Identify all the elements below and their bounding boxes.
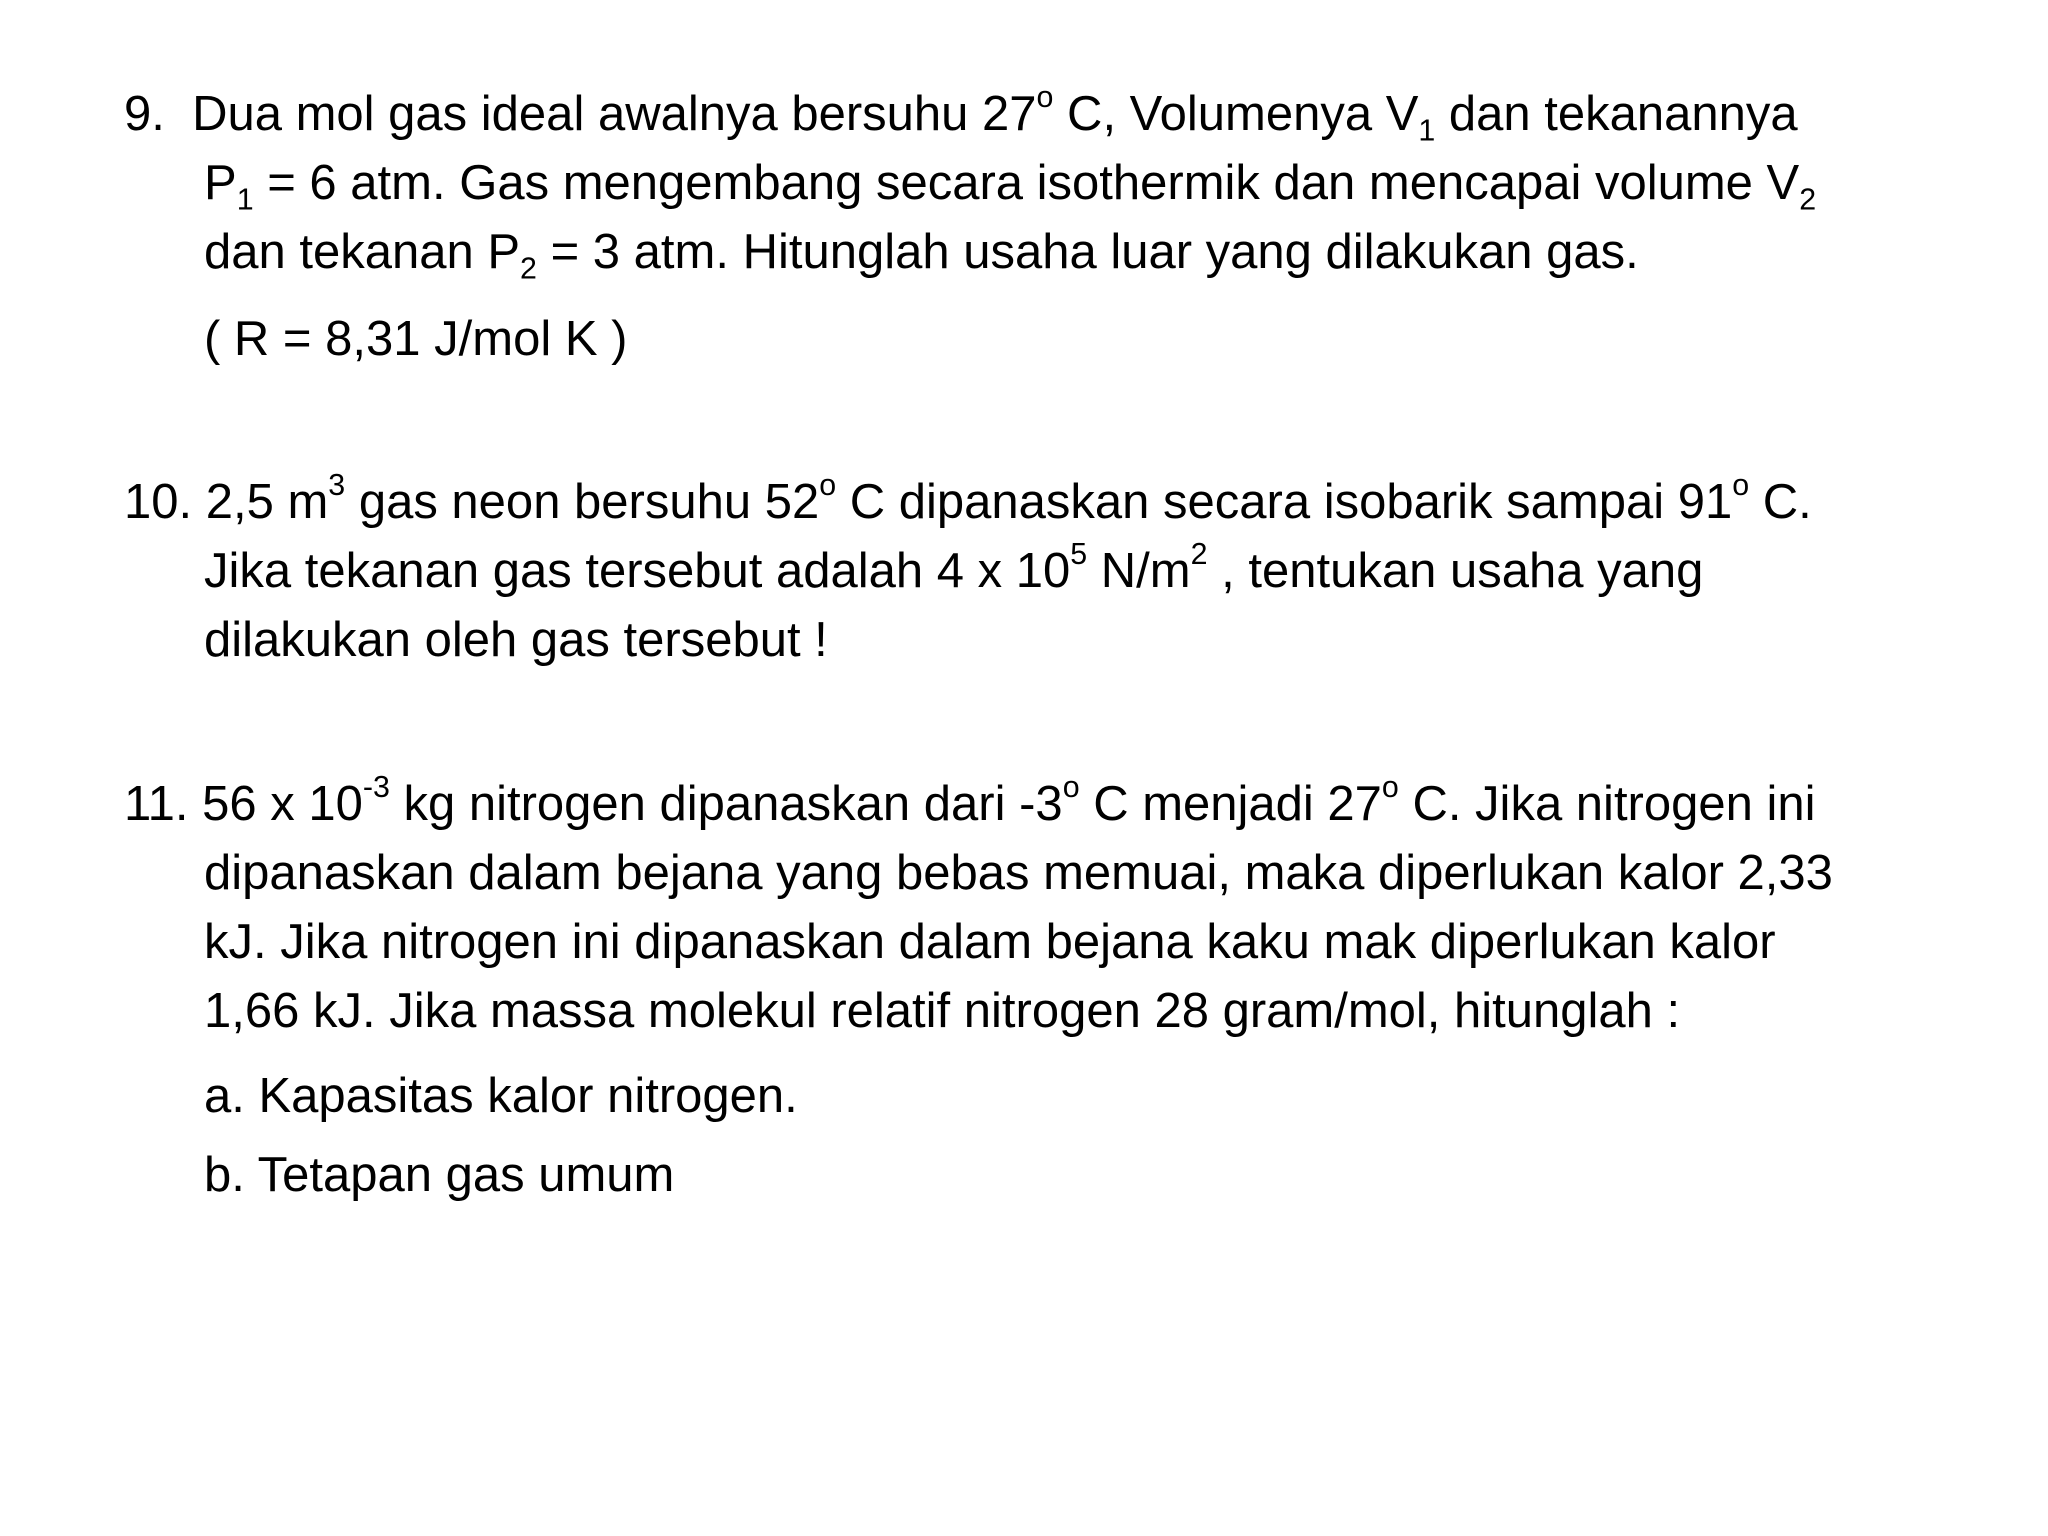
problem-11 bbox=[124, 770, 1954, 1210]
problem-11-line-4: 1,66 kJ. Jika massa molekul relatif nitrogen 28 gram/mol, hitunglah : bbox=[204, 984, 1681, 1038]
problem-9-line-1: 9. Dua mol gas ideal awalnya bersuhu 27$^o$ C, Volumenya $V_1$ dan tekanannya bbox=[124, 80, 1798, 148]
problem-10 bbox=[124, 468, 1954, 675]
problem-11-line-1: 11. 56 x $10^{-3}$ kg nitrogen dipanaskan dari -3$^o$ C menjadi 27$^o$ C. Jika nitrogen ini bbox=[124, 770, 1954, 839]
problem-10-line-1: 10. 2,5 $m^3$ gas neon bersuhu 52$^o$ C dipanaskan secara isobarik sampai 91$^o$ C. bbox=[124, 468, 1954, 537]
problem-11-line-3: kJ. Jika nitrogen ini dipanaskan dalam bejana kaku mak diperlukan kalor bbox=[204, 915, 1776, 969]
problem-number: 10. bbox=[124, 475, 193, 529]
problem-10-line-2: Jika tekanan gas tersebut adalah 4 x $10^5$ $N/m^2$ , tentukan usaha yang bbox=[204, 537, 1704, 598]
problem-9 bbox=[124, 80, 1954, 374]
problem-11-option-a: a. Kapasitas kalor nitrogen. bbox=[204, 1069, 798, 1123]
problem-number: 9. bbox=[124, 87, 165, 141]
problem-9-note: ( R = 8,31 J/mol K ) bbox=[204, 312, 628, 366]
problem-11-line-2: dipanaskan dalam bejana yang bebas memuai, maka diperlukan kalor 2,33 bbox=[204, 846, 1833, 900]
problem-10-line-3: dilakukan oleh gas tersebut ! bbox=[204, 613, 828, 667]
problem-number: 11. bbox=[124, 777, 189, 831]
problem-9-line-2: $P_1 = 6$ atm. Gas mengembang secara isothermik dan mencapai volume $V_2$ bbox=[204, 156, 1817, 217]
problem-9-line-3: dan tekanan $P_2 = 3$ atm. Hitunglah usaha luar yang dilakukan gas. bbox=[204, 225, 1639, 286]
problem-11-option-b: b. Tetapan gas umum bbox=[204, 1148, 675, 1202]
